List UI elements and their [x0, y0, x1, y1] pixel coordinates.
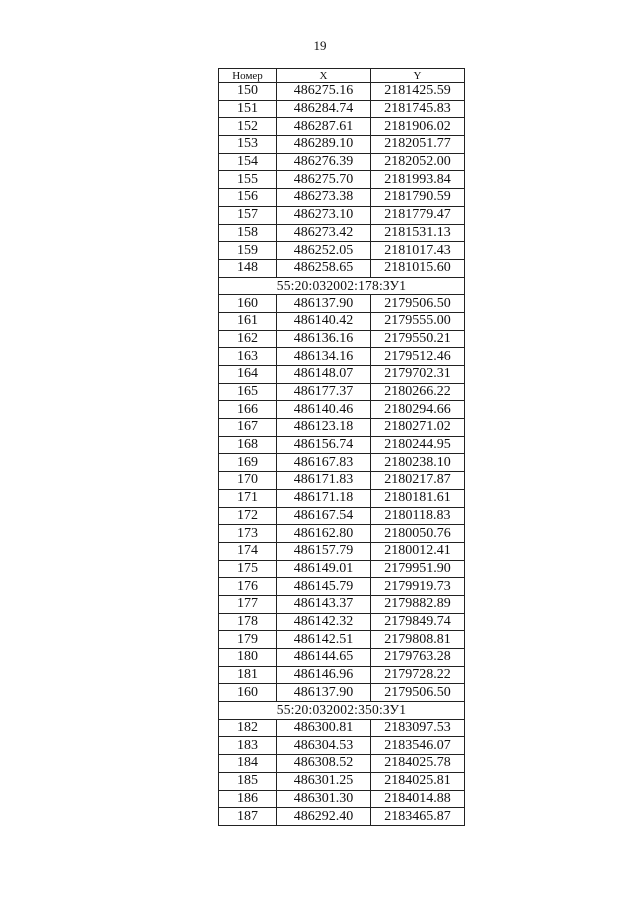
- y-coordinate-cell: 2184025.81: [371, 772, 465, 790]
- table-row: [219, 790, 465, 808]
- x-coordinate-cell: 486304.53: [277, 737, 371, 755]
- x-coordinate-cell: 486258.65: [277, 259, 371, 277]
- x-coordinate-cell: 486171.18: [277, 489, 371, 507]
- point-number-cell: 148: [219, 259, 277, 277]
- table-row: [219, 83, 465, 101]
- table-header-row: [219, 69, 465, 83]
- y-coordinate-cell: 2179512.46: [371, 348, 465, 366]
- table-row: [219, 684, 465, 702]
- point-number-cell: 168: [219, 436, 277, 454]
- point-number-cell: 150: [219, 83, 277, 101]
- point-number-cell: 172: [219, 507, 277, 525]
- x-coordinate-cell: 486162.80: [277, 525, 371, 543]
- y-coordinate-cell: 2182051.77: [371, 136, 465, 154]
- table-row: [219, 755, 465, 773]
- point-number-cell: 185: [219, 772, 277, 790]
- point-number-cell: 162: [219, 330, 277, 348]
- x-coordinate-cell: 486308.52: [277, 755, 371, 773]
- point-number-cell: 157: [219, 206, 277, 224]
- page-number: 19: [313, 38, 327, 53]
- point-number-cell: 163: [219, 348, 277, 366]
- point-number-cell: 171: [219, 489, 277, 507]
- table-row: [219, 613, 465, 631]
- table-row: [219, 295, 465, 313]
- point-number-cell: 158: [219, 224, 277, 242]
- y-coordinate-cell: 2181015.60: [371, 259, 465, 277]
- x-coordinate-cell: 486177.37: [277, 383, 371, 401]
- table-row: [219, 719, 465, 737]
- y-coordinate-cell: 2181993.84: [371, 171, 465, 189]
- table-body: [219, 83, 465, 826]
- table-row: [219, 206, 465, 224]
- point-number-cell: 173: [219, 525, 277, 543]
- point-number-cell: 181: [219, 666, 277, 684]
- table-row: [219, 525, 465, 543]
- point-number-cell: 155: [219, 171, 277, 189]
- table-row: [219, 542, 465, 560]
- x-coordinate-cell: 486142.51: [277, 631, 371, 649]
- header-x: X: [277, 69, 371, 83]
- y-coordinate-cell: 2180271.02: [371, 419, 465, 437]
- header-number: Номер: [219, 69, 277, 83]
- x-coordinate-cell: 486136.16: [277, 330, 371, 348]
- table-row: [219, 118, 465, 136]
- point-number-cell: 178: [219, 613, 277, 631]
- y-coordinate-cell: 2179506.50: [371, 684, 465, 702]
- point-number-cell: 153: [219, 136, 277, 154]
- x-coordinate-cell: 486137.90: [277, 295, 371, 313]
- y-coordinate-cell: 2179555.00: [371, 312, 465, 330]
- y-coordinate-cell: 2179506.50: [371, 295, 465, 313]
- point-number-cell: 183: [219, 737, 277, 755]
- y-coordinate-cell: 2179808.81: [371, 631, 465, 649]
- table-row: [219, 242, 465, 260]
- table-row: [219, 224, 465, 242]
- x-coordinate-cell: 486275.70: [277, 171, 371, 189]
- point-number-cell: 167: [219, 419, 277, 437]
- y-coordinate-cell: 2179728.22: [371, 666, 465, 684]
- point-number-cell: 159: [219, 242, 277, 260]
- x-coordinate-cell: 486146.96: [277, 666, 371, 684]
- point-number-cell: 179: [219, 631, 277, 649]
- table-row: [219, 136, 465, 154]
- point-number-cell: 160: [219, 684, 277, 702]
- y-coordinate-cell: 2179882.89: [371, 595, 465, 613]
- y-coordinate-cell: 2179550.21: [371, 330, 465, 348]
- x-coordinate-cell: 486144.65: [277, 649, 371, 667]
- table-row: [219, 454, 465, 472]
- table-row: [219, 153, 465, 171]
- table-row: [219, 489, 465, 507]
- table-row: [219, 366, 465, 384]
- y-coordinate-cell: 2180266.22: [371, 383, 465, 401]
- table-row: [219, 330, 465, 348]
- y-coordinate-cell: 2180244.95: [371, 436, 465, 454]
- table-row: [219, 436, 465, 454]
- x-coordinate-cell: 486157.79: [277, 542, 371, 560]
- y-coordinate-cell: 2183097.53: [371, 719, 465, 737]
- y-coordinate-cell: 2180217.87: [371, 472, 465, 490]
- point-number-cell: 184: [219, 755, 277, 773]
- x-coordinate-cell: 486167.54: [277, 507, 371, 525]
- y-coordinate-cell: 2181779.47: [371, 206, 465, 224]
- y-coordinate-cell: 2179951.90: [371, 560, 465, 578]
- y-coordinate-cell: 2182052.00: [371, 153, 465, 171]
- table-row: [219, 259, 465, 277]
- x-coordinate-cell: 486273.42: [277, 224, 371, 242]
- y-coordinate-cell: 2181906.02: [371, 118, 465, 136]
- x-coordinate-cell: 486142.32: [277, 613, 371, 631]
- y-coordinate-cell: 2180118.83: [371, 507, 465, 525]
- x-coordinate-cell: 486140.42: [277, 312, 371, 330]
- x-coordinate-cell: 486167.83: [277, 454, 371, 472]
- y-coordinate-cell: 2183546.07: [371, 737, 465, 755]
- y-coordinate-cell: 2180181.61: [371, 489, 465, 507]
- table-row: [219, 348, 465, 366]
- x-coordinate-cell: 486123.18: [277, 419, 371, 437]
- point-number-cell: 166: [219, 401, 277, 419]
- y-coordinate-cell: 2179919.73: [371, 578, 465, 596]
- y-coordinate-cell: 2181790.59: [371, 189, 465, 207]
- table-row: [219, 595, 465, 613]
- point-number-cell: 187: [219, 808, 277, 826]
- point-number-cell: 177: [219, 595, 277, 613]
- point-number-cell: 186: [219, 790, 277, 808]
- point-number-cell: 180: [219, 649, 277, 667]
- y-coordinate-cell: 2184014.88: [371, 790, 465, 808]
- y-coordinate-cell: 2179702.31: [371, 366, 465, 384]
- point-number-cell: 164: [219, 366, 277, 384]
- table-row: [219, 631, 465, 649]
- table-row: [219, 383, 465, 401]
- x-coordinate-cell: 486273.38: [277, 189, 371, 207]
- section-title: 55:20:032002:178:ЗУ1: [219, 277, 465, 295]
- x-coordinate-cell: 486156.74: [277, 436, 371, 454]
- x-coordinate-cell: 486284.74: [277, 100, 371, 118]
- x-coordinate-cell: 486287.61: [277, 118, 371, 136]
- table-row: [219, 171, 465, 189]
- x-coordinate-cell: 486289.10: [277, 136, 371, 154]
- point-number-cell: 160: [219, 295, 277, 313]
- x-coordinate-cell: 486171.83: [277, 472, 371, 490]
- point-number-cell: 175: [219, 560, 277, 578]
- x-coordinate-cell: 486301.25: [277, 772, 371, 790]
- x-coordinate-cell: 486140.46: [277, 401, 371, 419]
- section-row: [219, 702, 465, 720]
- point-number-cell: 152: [219, 118, 277, 136]
- point-number-cell: 165: [219, 383, 277, 401]
- x-coordinate-cell: 486273.10: [277, 206, 371, 224]
- point-number-cell: 182: [219, 719, 277, 737]
- y-coordinate-cell: 2180238.10: [371, 454, 465, 472]
- table-row: [219, 772, 465, 790]
- y-coordinate-cell: 2181531.13: [371, 224, 465, 242]
- table-row: [219, 737, 465, 755]
- y-coordinate-cell: 2179763.28: [371, 649, 465, 667]
- coordinates-table: [218, 68, 465, 826]
- y-coordinate-cell: 2179849.74: [371, 613, 465, 631]
- y-coordinate-cell: 2180012.41: [371, 542, 465, 560]
- table-row: [219, 560, 465, 578]
- x-coordinate-cell: 486276.39: [277, 153, 371, 171]
- table-row: [219, 189, 465, 207]
- point-number-cell: 151: [219, 100, 277, 118]
- table-row: [219, 666, 465, 684]
- y-coordinate-cell: 2180294.66: [371, 401, 465, 419]
- x-coordinate-cell: 486134.16: [277, 348, 371, 366]
- table-row: [219, 578, 465, 596]
- y-coordinate-cell: 2183465.87: [371, 808, 465, 826]
- y-coordinate-cell: 2180050.76: [371, 525, 465, 543]
- x-coordinate-cell: 486137.90: [277, 684, 371, 702]
- section-row: [219, 277, 465, 295]
- table-row: [219, 419, 465, 437]
- point-number-cell: 169: [219, 454, 277, 472]
- table-row: [219, 472, 465, 490]
- y-coordinate-cell: 2181017.43: [371, 242, 465, 260]
- x-coordinate-cell: 486292.40: [277, 808, 371, 826]
- header-y: Y: [371, 69, 465, 83]
- point-number-cell: 156: [219, 189, 277, 207]
- x-coordinate-cell: 486148.07: [277, 366, 371, 384]
- x-coordinate-cell: 486275.16: [277, 83, 371, 101]
- table-row: [219, 649, 465, 667]
- point-number-cell: 176: [219, 578, 277, 596]
- table-row: [219, 100, 465, 118]
- x-coordinate-cell: 486149.01: [277, 560, 371, 578]
- x-coordinate-cell: 486300.81: [277, 719, 371, 737]
- y-coordinate-cell: 2184025.78: [371, 755, 465, 773]
- table-row: [219, 312, 465, 330]
- y-coordinate-cell: 2181745.83: [371, 100, 465, 118]
- table-row: [219, 507, 465, 525]
- x-coordinate-cell: 486143.37: [277, 595, 371, 613]
- table-row: [219, 808, 465, 826]
- section-title: 55:20:032002:350:ЗУ1: [219, 702, 465, 720]
- x-coordinate-cell: 486301.30: [277, 790, 371, 808]
- point-number-cell: 161: [219, 312, 277, 330]
- point-number-cell: 174: [219, 542, 277, 560]
- table-row: [219, 401, 465, 419]
- x-coordinate-cell: 486145.79: [277, 578, 371, 596]
- y-coordinate-cell: 2181425.59: [371, 83, 465, 101]
- x-coordinate-cell: 486252.05: [277, 242, 371, 260]
- point-number-cell: 170: [219, 472, 277, 490]
- point-number-cell: 154: [219, 153, 277, 171]
